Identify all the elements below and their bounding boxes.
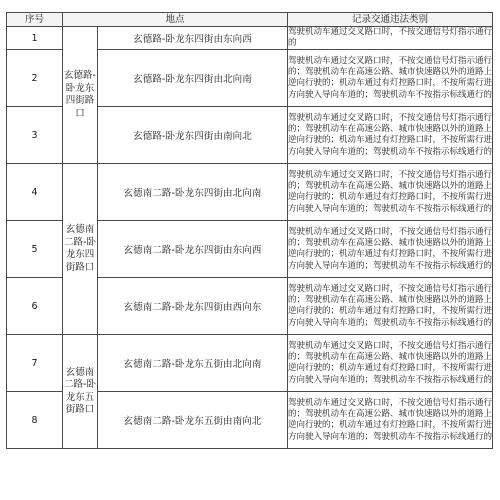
row-number: 1 [7,27,63,50]
header-row [7,13,493,27]
violation-types: 驾驶机动车通过交叉路口时，不按交通信号灯指示通行的；驾驶机动车在高速公路、城市快速路以外的道路上逆向行驶的；机动车通过有灯控路口时，不按所需行进方向驶入导向车道的；驾驶机动车不按指示标线通行的 [288,221,493,278]
location-direction: 玄德南二路-卧龙东四街由东向西 [98,221,288,278]
row-number: 6 [7,278,63,335]
row-number: 5 [7,221,63,278]
table-row [7,164,493,221]
header-location: 地点 [63,13,288,27]
table-row [7,27,493,50]
violation-types: 驾驶机动车通过交叉路口时，不按交通信号灯指示通行的；驾驶机动车在高速公路、城市快速路以外的道路上逆向行驶的；机动车通过有灯控路口时，不按所需行进方向驶入导向车道的；驾驶机动车不按指示标线通行的 [288,392,493,449]
location-direction: 玄德路-卧龙东四街由北向南 [98,50,288,107]
violation-types: 驾驶机动车通过交叉路口时，不按交通信号灯指示通行的；驾驶机动车在高速公路、城市快速路以外的道路上逆向行驶的；机动车通过有灯控路口时，不按所需行进方向驶入导向车道的；驾驶机动车不按指示标线通行的 [288,107,493,164]
location-direction: 玄德路-卧龙东四街由南向北 [98,107,288,164]
row-number: 2 [7,50,63,107]
intersection-name: 玄德南二路-卧龙东五街路口 [63,335,98,449]
header-violation: 记录交通违法类别 [288,13,493,27]
location-direction: 玄德南二路-卧龙东五街由南向北 [98,392,288,449]
violation-table [6,12,493,449]
intersection-name: 玄德路-卧龙东四街路口 [63,27,98,164]
row-number: 8 [7,392,63,449]
location-direction: 玄德南二路-卧龙东五街由北向南 [98,335,288,392]
location-direction: 玄德南二路-卧龙东四街由西向东 [98,278,288,335]
header-no: 序号 [7,13,63,27]
intersection-name: 玄德南二路-卧龙东四街路口 [63,164,98,335]
row-number: 7 [7,335,63,392]
row-number: 3 [7,107,63,164]
violation-types: 驾驶机动车通过交叉路口时，不按交通信号灯指示通行的；驾驶机动车在高速公路、城市快速路以外的道路上逆向行驶的；机动车通过有灯控路口时，不按所需行进方向驶入导向车道的；驾驶机动车不按指示标线通行的 [288,335,493,392]
violation-types: 驾驶机动车通过交叉路口时，不按交通信号灯指示通行的 [288,27,493,49]
table-row [7,335,493,392]
violation-types: 驾驶机动车通过交叉路口时，不按交通信号灯指示通行的；驾驶机动车在高速公路、城市快速路以外的道路上逆向行驶的；机动车通过有灯控路口时，不按所需行进方向驶入导向车道的；驾驶机动车不按指示标线通行的 [288,50,493,107]
violation-types: 驾驶机动车通过交叉路口时，不按交通信号灯指示通行的；驾驶机动车在高速公路、城市快速路以外的道路上逆向行驶的；机动车通过有灯控路口时，不按所需行进方向驶入导向车道的；驾驶机动车不按指示标线通行的 [288,278,493,335]
violation-types: 驾驶机动车通过交叉路口时，不按交通信号灯指示通行的；驾驶机动车在高速公路、城市快速路以外的道路上逆向行驶的；机动车通过有灯控路口时，不按所需行进方向驶入导向车道的；驾驶机动车不按指示标线通行的 [288,164,493,221]
location-direction: 玄德南二路-卧龙东四街由北向南 [98,164,288,221]
location-direction: 玄德路-卧龙东四街由东向西 [98,27,288,50]
row-number: 4 [7,164,63,221]
